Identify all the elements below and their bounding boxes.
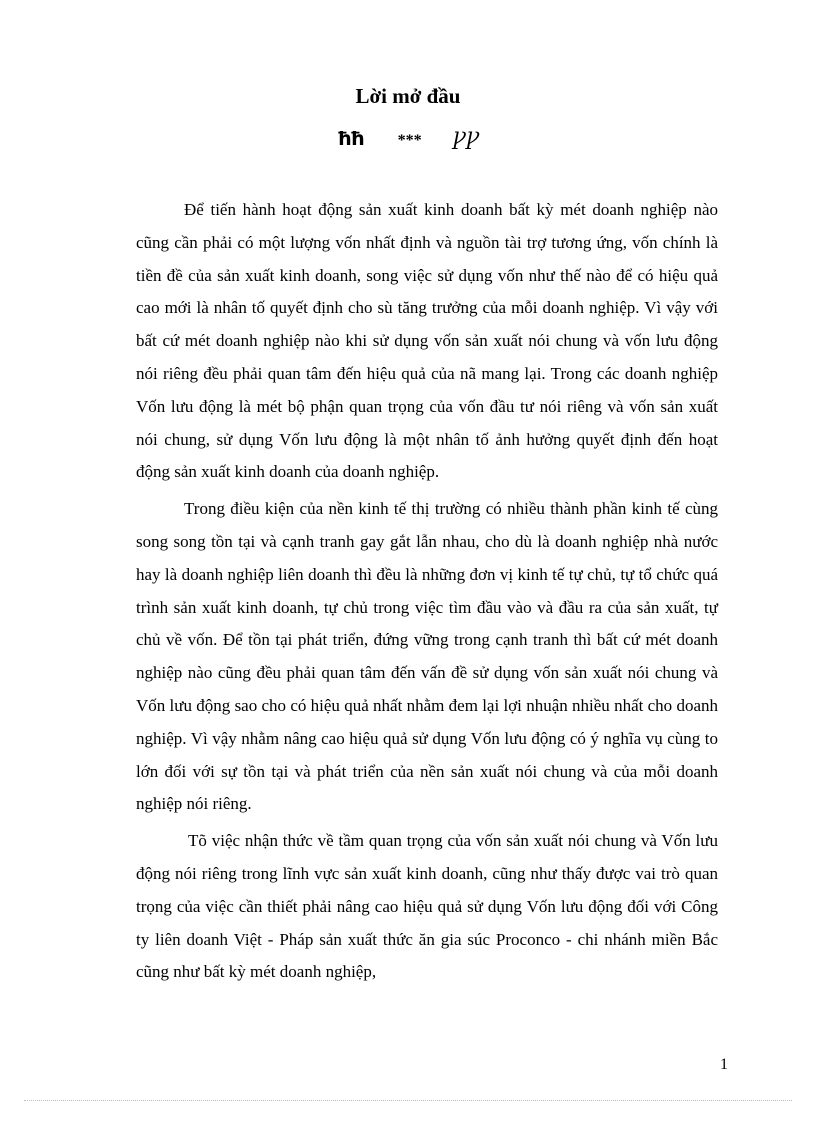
ornament-left-glyphs: ħħ	[336, 128, 363, 150]
paragraph-2: Trong điều kiện của nền kinh tế thị trường có nhiều thành phần kinh tế cùng song song tồn tại và cạnh tranh gay gắt lẫn nhau, cho dù là doanh nghiệp nhà nước hay là doanh nghiệp liên doanh thì đều là những đơn vị kinh tế tự chủ, tự tổ chức quá trình sản xuất kinh doanh, tự chủ trong việc tìm đầu vào và đầu ra của sản xuất, tự chủ về vốn. Để tồn tại phát triển, đứng vững trong cạnh tranh thì bất cứ mét doanh nghiệp nào cũng đều phải quan tâm đến vấn đề sử dụng vốn sản xuất nói chung và Vốn lưu động sao cho có hiệu quả nhất nhằm đem lại lợi nhuận nhiều nhất cho doanh nghiệp. Vì vậy nhằm nâng cao hiệu quả sử dụng Vốn lưu động có ý nghĩa vụ cùng to lớn đối với sự tồn tại và phát triển của nền sản xuất nói chung và của mỗi doanh nghiệp nói riêng.	[136, 499, 718, 814]
page-number: 1	[720, 1056, 728, 1073]
title-ornament	[0, 128, 816, 151]
paragraph-3: Tõ việc nhận thức về tầm quan trọng của vốn sản xuất nói chung và Vốn lưu động nói riêng trong lĩnh vực sản xuất kinh doanh, cũng như thấy được vai trò quan trọng của việc cần thiết phải nâng cao hiệu quả sử dụng Vốn lưu động đối với Công ty liên doanh Việt - Pháp sản xuất thức ăn gia súc Proconco - chi nhánh miền Bắc cũng như bất kỳ mét doanh nghiệp,	[136, 831, 718, 982]
paragraph-1: Để tiến hành hoạt động sản xuất kinh doanh bất kỳ mét doanh nghiệp nào cũng cần phải có một lượng vốn nhất định và nguồn tài trợ tương ứng, vốn chính là tiền đề của sản xuất kinh doanh, song việc sử dụng vốn như thế nào để có hiệu quả cao mới là nhân tố quyết định cho sù tăng trưởng của mỗi doanh nghiệp. Vì vậy với bất cứ mét doanh nghiệp nào khi sử dụng vốn sản xuất nói chung và vốn lưu động nói riêng đều phải quan tâm đến hiệu quả của nã mang lại. Trong các doanh nghiệp Vốn lưu động là mét bộ phận quan trọng của vốn đầu tư nói riêng và vốn sản xuất nói chung, sử dụng Vốn lưu động là một nhân tố ảnh hưởng quyết định đến hoạt động sản xuất kinh doanh của doanh nghiệp.	[136, 200, 718, 482]
body-text	[136, 194, 718, 993]
page-bottom-divider	[24, 1100, 792, 1101]
page-title: Lời mở đầu	[355, 84, 461, 108]
ornament-right-glyphs: ꝨꝨ	[452, 128, 480, 150]
ornament-stars: ***	[397, 132, 422, 149]
